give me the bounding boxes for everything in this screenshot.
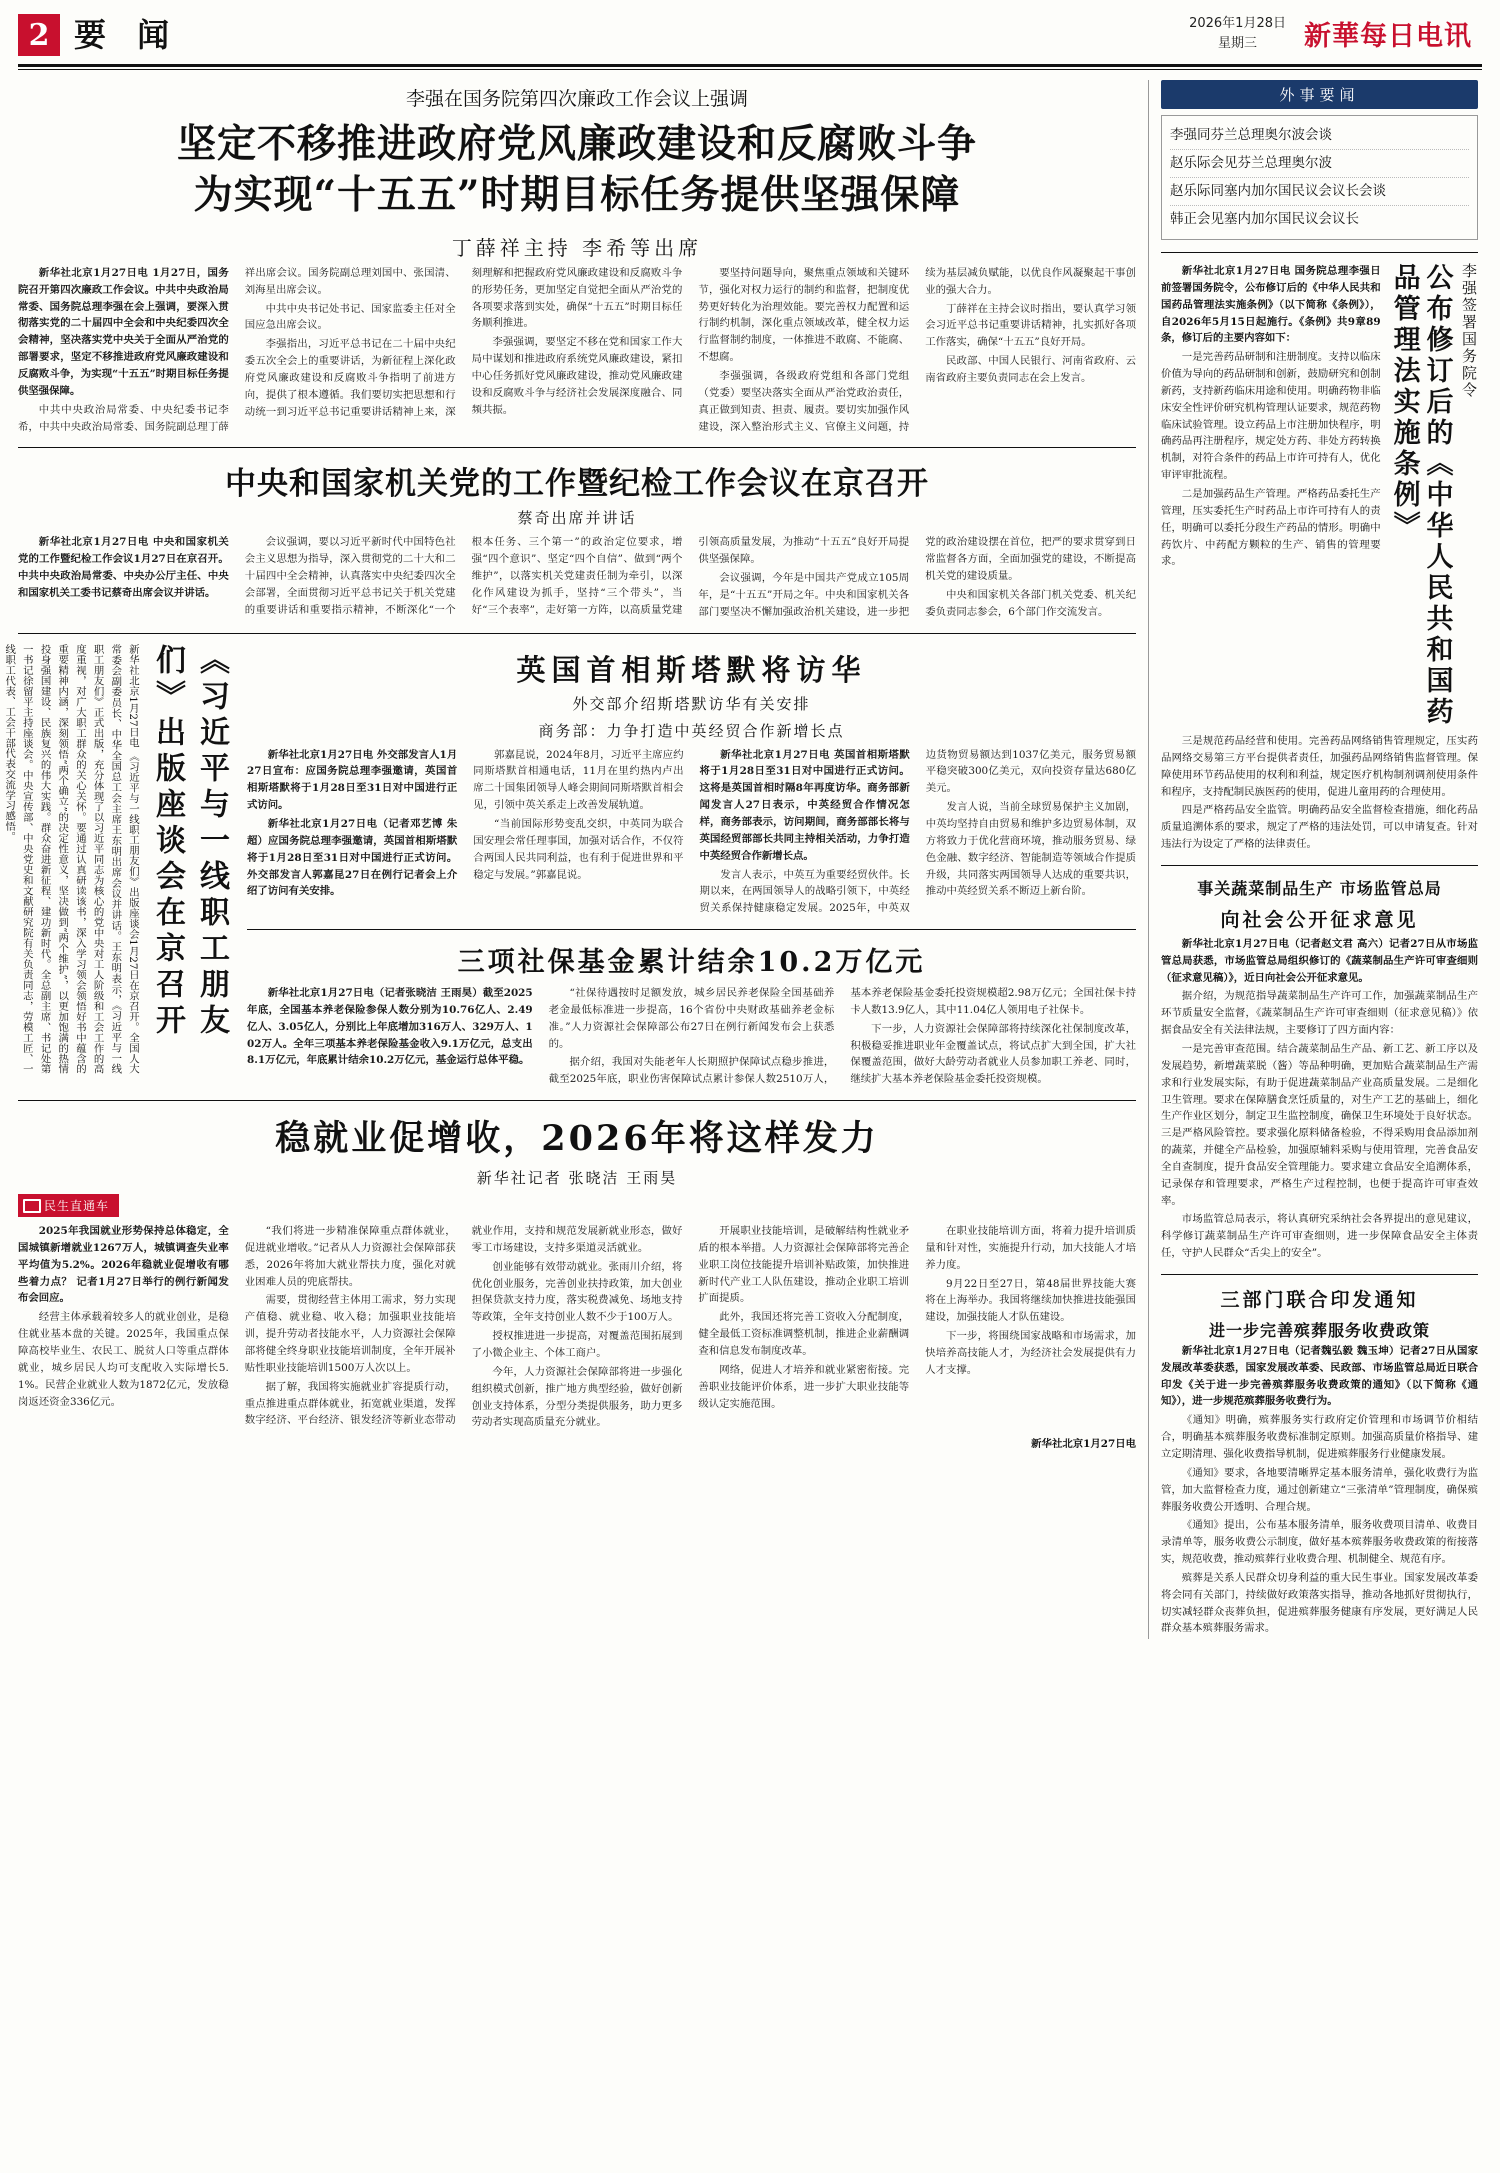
- story-social-security-fund: [247, 940, 1136, 1088]
- paragraph: “当前国际形势变乱交织，中英同为联合国安理会常任理事国，加强对话合作，不仅符合两国人民共同利益，也有利于促进世界和平稳定与发展。”郭嘉昆说。: [473, 817, 684, 881]
- paragraph: 李强指出，习近平总书记在二十届中央纪委五次全会上的重要讲话，为新征程上深化政府党风廉政建设和反腐败斗争指明了前进方向，提供了根本遵循。我们要切实把思想和行动统一到习近平总书记重要讲话精神上来，深刻理解和把握政府党风廉政建设和反腐败斗争的形势任务，更加坚定自觉把全面从严治党的各项要求落到实处，确保“十五五”时期目标任务顺利推进。: [244, 266, 683, 418]
- paragraph: 中共中央书记处书记、国家监委主任对全国应急出席会议。: [244, 302, 456, 332]
- list-item[interactable]: 赵乐际同塞内加尔国民议会议长会谈: [1170, 178, 1469, 206]
- page-body: [0, 70, 1500, 1659]
- story5-vertical-title: 《习近平与一线职工朋友们》出版座谈会在京召开: [150, 643, 229, 1040]
- divider: [18, 1100, 1136, 1101]
- story2-subhead: 蔡奇出席并讲话: [517, 509, 637, 528]
- story6-headline: 稳就业促增收，2026年将这样发力: [275, 1118, 879, 1160]
- paragraph: 会议强调，要以习近平新时代中国特色社会主义思想为指导，深入贯彻党的二十大和二十届四中全会精神，认真落实中央纪委四次全会部署，全面贯彻习近平总书记关于机关党建的重要讲话和重要指示精神，不断深化“一个根本任务、三个第一”的政治定位要求，增强“四个意识”、坚定“四个自信”、做到“两个维护”，以落实机关党建责任制为牵引，以深化作风建设为抓手，坚持“三个带头”，当好“三个表率”，走好第一方阵，以高质量党建引领高质量发展，为推动“十五五”良好开局提供坚强保障。: [244, 536, 910, 616]
- issue-date: 2026年1月28日: [1189, 16, 1286, 31]
- paragraph: 新华社北京1月27日电 英国首相斯塔默将于1月28日至31日对中国进行正式访问。这将是英国首相时隔8年再度访华。商务部新闻发言人27日表示，中英经贸合作情况怎样，商务部表示，访问期间，商务部部长将与英国经贸部部长共同主持相关活动，力争打造中英经贸合作新增长点。: [699, 748, 910, 862]
- story-drug-administration-regulation: [1161, 263, 1478, 853]
- story-funeral-service-fees: [1161, 1285, 1478, 1637]
- side-column: [1148, 80, 1478, 1639]
- paragraph: 三是规范药品经营和使用。完善药品网络销售管理规定，压实药品网络交易第三方平台提供者责任，加强药品网络销售监督管理。保障使用环节药品使用的权利和利益，规定医疗机构制剂调剂使用条件和程序，支持配制民族医药的使用，促进儿童用药的合理使用。: [1161, 735, 1478, 798]
- paragraph: 李强强调，要坚定不移在党和国家工作大局中谋划和推进政府系统党风廉政建设，紧扣中心任务抓好党风廉政建设，推动党风廉政建设和反腐败斗争与经济社会发展深度融合、同频共振。: [471, 336, 683, 416]
- paragraph: 9月22日至27日，第48届世界技能大赛将在上海举办。我国将继续加快推进技能强国建设，加强技能人才队伍建设。: [925, 1277, 1136, 1324]
- paragraph: 一是完善审查范围。结合蔬菜制品生产品、新工艺、新工序以及发展趋势，新增蔬菜脱（酱）等品种明确，更加贴合蔬菜制品生产需求和行业发展实际，有助于促进蔬菜制品产业高质量发展。二是细化卫生管理。要求在保障膳食烹饪质量的，对生产工艺的基础上，细化生产作业区划分，制定卫生监控制度，确保卫生环境处于良好状态。三是严格风险管控。要求强化原料储备检验，不得采购用食品添加剂的蔬菜，并健全产品检验，加强原辅料采购与使用管理，完善食品安全自查制度，提升食品安全管理能力。要求建立食品安全追溯体系，记录保存和管理要求，严格生产过程控制，也便于提高许可审查效率。: [1161, 1042, 1478, 1207]
- divider: [247, 929, 1136, 930]
- drug-law-body-cont: [1161, 733, 1478, 853]
- paragraph: 创业能够有效带动就业。张雨川介绍，将优化创业服务，完善创业扶持政策，加大创业担保贷款支持力度，落实税费减免、场地支持等政策，全年支持创业人数不少于100万人。: [471, 1260, 683, 1324]
- paragraph: 新华社北京1月27日电 外交部发言人1月27日宣布：应国务院总理李强邀请，英国首相斯塔默将于1月28日至31日对中国进行正式访问。: [247, 748, 458, 812]
- story6-byline: 新华社记者 张晓洁 王雨昊: [476, 1169, 678, 1188]
- paragraph: 《通知》要求，各地要清晰界定基本服务清单，强化收费行为监管，加大监督检查力度，通过创新建立“三张清单”管理制度，确保殡葬服务收费公开透明、合理合规。: [1161, 1466, 1478, 1513]
- divider: [1161, 1274, 1478, 1275]
- paragraph: 授权推进进一步提高，对覆盖范围拓展到了小微企业主、个体工商户。: [471, 1330, 683, 1359]
- date-block: [1189, 14, 1286, 53]
- paragraph: 殡葬是关系人民群众切身利益的重大民生事业。国家发展改革委将会同有关部门，持续做好政策落实指导，推动各地抓好贯彻执行，切实减轻群众丧葬负担，促进殡葬服务健康有序发展，更好满足人民群众基本殡葬服务需求。: [1161, 1571, 1478, 1635]
- list-item[interactable]: 赵乐际会见芬兰总理奥尔波: [1170, 150, 1469, 178]
- paragraph: “我们将进一步精准保障重点群体就业，促进就业增收。”记者从人力资源社会保障部获悉，2026年将加大就业帮扶力度，强化对就业困难人员的兜底帮扶。: [244, 1225, 456, 1288]
- lead-subhead: 丁薛祥主持 李希等出席: [451, 235, 703, 260]
- story-employment-2026: [18, 1111, 1136, 1450]
- paragraph: 发言人说，当前全球贸易保护主义加剧，中英均坚持自由贸易和维护多边贸易体制，双方将致力于优化营商环境，推动服务贸易、绿色金融、数字经济、智能制造等领域合作提质升级，共同落实两国领导人达成的重要共识，推动中英经贸关系不断迈上新台阶。: [925, 801, 1136, 898]
- middle-row: [3, 643, 1136, 1089]
- paragraph: 发言人表示，中英互为重要经贸伙伴。长期以来，在两国领导人的战略引领下，中英经贸关系保持健康稳定发展。2025年，中英双边货物贸易额达到1037亿美元，服务贸易额平稳突破300亿美元，双向投资存量达680亿美元。: [699, 748, 1136, 915]
- paragraph: 李强强调，各级政府党组和各部门党组（党委）要坚决落实全面从严治党政治责任，真正做到知责、担责、履责。要切实加强作风建设，深入整治形式主义、官僚主义问题，持续为基层减负赋能，以优良作风凝聚起干事创业的强大合力。: [698, 266, 1136, 433]
- funeral-body: [1161, 1343, 1478, 1637]
- paragraph: 据了解，我国将实施就业扩容提质行动，重点推进重点群体就业，拓宽就业渠道，发挥数字经济、平台经济、银发经济等新业态带动就业作用，支持和规范发展新就业形态，做好零工市场建设，支持多渠道灵活就业。: [244, 1225, 683, 1427]
- drug-law-body: [1161, 263, 1381, 570]
- divider: [18, 633, 1136, 634]
- main-column: [3, 80, 1136, 1639]
- paragraph: 新华社北京1月27日电（记者张晓洁 王雨昊）截至2025年底，全国基本养老保险参保人数分别为10.76亿人、2.49亿人、3.05亿人，分别比上年底增加316万人、329万人、102万人。全年三项基本养老保险基金收入9.1万亿元，总支出8.1万亿元，年底累计结余10.2万亿元，基金运行总体平稳。: [247, 987, 533, 1067]
- story3-headline: 英国首相斯塔默将访华: [516, 652, 867, 687]
- lead-body: [18, 265, 1136, 435]
- paragraph: 开展职业技能培训，是破解结构性就业矛盾的根本举措。人力资源社会保障部将完善企业职工岗位技能提升培训补贴政策，加快推进新时代产业工人队伍建设，推动企业职工培训扩面提质。: [698, 1225, 910, 1305]
- section-label: 要 闻: [74, 16, 180, 54]
- drug-law-title: 公布修订后的《中华人民共和国药品管理法实施条例》: [1388, 263, 1453, 728]
- veg-title-line2: 向社会公开征求意见: [1220, 908, 1419, 931]
- lead-headline-line1: 坚定不移推进政府党风廉政建设和反腐败斗争: [176, 121, 977, 167]
- paragraph: 新华社北京1月27日电 国务院总理李强日前签署国务院令，公布修订后的《中华人民共和国药品管理法实施条例》（以下简称《条例》），自2026年5月15日起施行。《条例》共9章89条，修订后的主要内容如下：: [1161, 265, 1381, 345]
- list-item[interactable]: 李强同芬兰总理奥尔波会谈: [1170, 122, 1469, 150]
- story3-sub2: 商务部：力争打造中英经贸合作新增长点: [538, 721, 845, 740]
- masthead-rule: [18, 64, 1482, 67]
- funeral-title-line1: 三部门联合印发通知: [1220, 1288, 1419, 1311]
- paragraph: 会议强调，今年是中国共产党成立105周年，是“十五五”开局之年。中央和国家机关各部门要坚决不懈加强政治机关建设，进一步把党的政治建设摆在首位，把严的要求贯穿到日常监督各方面，全面加强党的建设，不断提高机关党的建设质量。: [698, 536, 1136, 618]
- paragraph: 《通知》明确，殡葬服务实行政府定价管理和市场调节价相结合，明确基本殡葬服务收费标准制定原则。加强高质量价格指导、建立定期清理、强化收费指导机制，促进殡葬服务行业健康发展。: [1161, 1414, 1478, 1460]
- veg-title-line1: 事关蔬菜制品生产 市场监管总局: [1197, 878, 1442, 898]
- paragraph: 市场监管总局表示，将认真研究采纳社会各界提出的意见建议，科学修订蔬菜制品生产许可审查细则，进一步保障食品安全主体责任，守护人民群众“舌尖上的安全”。: [1161, 1213, 1478, 1260]
- story2-body: [18, 534, 1136, 620]
- sidebar-headline-list: [1161, 115, 1478, 240]
- paragraph: 在职业技能培训方面，将着力提升培训质量和针对性，实施提升行动，加大技能人才培养力度。: [925, 1225, 1136, 1271]
- paragraph: 需要，贯彻经营主体用工需求，努力实现产值稳、就业稳、收入稳；加强职业技能培训，提升劳动者技能水平，人力资源社会保障部将健全终身职业技能培训制度，全年开展补贴性职业技能培训1500万人次以上。: [244, 1294, 456, 1374]
- veg-body: [1161, 936, 1478, 1262]
- lead-headline-line2: 为实现“十五五”时期目标任务提供坚强保障: [193, 172, 961, 219]
- paragraph: 新华社北京1月27日电（记者赵文君 高六）记者27日从市场监管总局获悉，市场监管总局组织修订的《蔬菜制品生产许可审查细则（征求意见稿）》，近日向社会公开征求意见。: [1161, 937, 1478, 984]
- story3-body: [247, 747, 1136, 917]
- story3-sub1: 外交部介绍斯塔默访华有关安排: [572, 694, 811, 713]
- divider: [18, 447, 1136, 448]
- story-uk-pm-visit: [247, 644, 1136, 1089]
- divider: [1161, 865, 1478, 866]
- paragraph: 郭嘉昆说，2024年8月，习近平主席应约同斯塔默首相通电话，11月在里约热内卢出席二十国集团领导人峰会期间同斯塔默首相会见，引领中英关系走上改善发展轨道。: [473, 748, 684, 812]
- paragraph: 中共中央政治局常委、中央纪委书记李希，中共中央政治局常委、国务院副总理丁薛祥出席会议。国务院副总理刘国中、张国清、刘海星出席会议。: [18, 266, 456, 433]
- drug-law-vertical-head: [1161, 263, 1478, 733]
- paragraph: 一是完善药品研制和注册制度。支持以临床价值为导向的药品研制和创新，鼓励研究和创制新药，支持新药临床用途和使用。明确药物非临床安全性评价研究机构管理认证要求，规范药物临床试验管理。设立药品上市注册加快程序，明确药品再注册程序，规定处方药、非处方药转换机制，对符合条件的药品上市许可持有人，优化审评审批流程。: [1161, 351, 1381, 482]
- story4-headline: 三项社保基金累计结余10.2万亿元: [457, 947, 926, 979]
- paragraph: 2025年我国就业形势保持总体稳定，全国城镇新增就业1267万人，城镇调查失业率平均值为5.2%。2026年稳就业促增收有哪些着力点？ 记者1月27日举行的例行新闻发布会回应。: [18, 1225, 229, 1305]
- publication-logo: 新華每日电讯: [1304, 21, 1472, 52]
- paragraph: 下一步，将围绕国家战略和市场需求，加快培养高技能人才，为经济社会发展提供有力人才支撑。: [925, 1330, 1136, 1376]
- paragraph: 网络，促进人才培养和就业紧密衔接。完善职业技能评价体系，进一步扩大职业技能等级认定实施范围。: [698, 1363, 910, 1410]
- story4-body: [247, 985, 1136, 1088]
- story5-text: 新华社北京1月27日电 《习近平与一线职工朋友们》出版座谈会1月27日在京召开。全国人大常委会副委员长、中华全国总工会主席王东明出席会议并讲话。王东明表示，《习近平与一线职工朋友们》正式出版，充分体现了以习近平同志为核心的党中央对工人阶级和工会工作的高度重视，对广大职工群众的关心关怀。要通过认真研读该书，深入学习领会领悟好书中蕴含的重要精神内涵，深刻领悟“两个确立”的决定性意义，坚决做到“两个维护”，以更加饱满的热情投身强国建设、民族复兴的伟大实践。群众奋进新征程、建功新时代。全总副主席、书记处第一书记徐留平主持座谈会。中央宣传部、中央党史和文献研究院有关负责同志，劳模工匠、一线职工代表、工会干部代表交流学习感悟。: [3, 643, 139, 1074]
- funeral-title-line2: 进一步完善殡葬服务收费政策: [1208, 1320, 1430, 1340]
- story-vegetable-products-notice: [1161, 876, 1478, 1262]
- paragraph: 据介绍，为规范指导蔬菜制品生产许可工作，加强蔬菜制品生产环节质量安全监督，《蔬菜制品生产许可审查细则（征求意见稿）》依据食品安全有关法律法规，主要修订了四方面内容：: [1161, 990, 1478, 1037]
- story2-headline: 中央和国家机关党的工作暨纪检工作会议在京召开: [225, 466, 929, 503]
- column-badge-minsheng: 民生直通车: [18, 1194, 119, 1217]
- paragraph: 中央和国家机关各部门机关党委、机关纪委负责同志参会，6个部门作交流发言。: [925, 588, 1136, 618]
- page-number: 2: [18, 14, 60, 56]
- paragraph: 新华社北京1月27日电（记者邓艺博 朱超）应国务院总理李强邀请，英国首相斯塔默将于1月28日至31日对中国进行正式访问。外交部发言人郭嘉昆27日在例行记者会上介绍了访问有关安排。: [247, 817, 458, 898]
- masthead-right: [1189, 14, 1472, 53]
- paragraph: 经营主体承载着较多人的就业创业，是稳住就业基本盘的关键。2025年，我国重点保障高校毕业生、农民工、脱贫人口等重点群体就业，城乡居民人均可支配收入实际增长5.1%。民营企业就业人数为1872亿元，发放稳岗返还资金336亿元。: [18, 1311, 229, 1408]
- divider: [1161, 252, 1478, 253]
- paragraph: 四是严格药品安全监管。明确药品安全监督检查措施，细化药品质量追溯体系的要求，规定了严格的违法处罚，可以申请复查。针对违法行为设定了严格的法律责任。: [1161, 804, 1478, 851]
- list-item[interactable]: 韩正会见塞内加尔国民议会议长: [1170, 211, 1359, 227]
- paragraph: 二是加强药品生产管理。严格药品委托生产管理，压实委托生产时药品上市许可持有人的责任，明确可以委托分段生产药品的情形。明确中药饮片、中药配方颗粒的生产、销售的管理要求。: [1161, 487, 1381, 568]
- paragraph: 据介绍，我国对失能老年人长期照护保障试点稳步推进，截至2025年底，职业伤害保障试点累计参保人数2510万人，基本养老保险基金委托投资规模超2.98万亿元；全国社保卡持卡人数13.9亿人，其中11.04亿人领用电子社保卡。: [548, 987, 1136, 1086]
- paragraph: 下一步，人力资源社会保障部将持续深化社保制度改革，积极稳妥推进职业年金覆盖试点，将试点扩大到全国，扩大社保覆盖范围，做好大龄劳动者就业人员参加职工养老、同时，继续扩大基本养老保险基金委托投资规模。: [850, 1022, 1136, 1086]
- story6-body: [18, 1223, 1136, 1431]
- issue-weekday: 星期三: [1218, 35, 1258, 51]
- paragraph: 新华社北京1月27日电（记者魏弘毅 魏玉坤）记者27日从国家发展改革委获悉，国家发展改革委、民政部、市场监管总局近日联合印发《关于进一步完善殡葬服务收费政策的通知》（以下简称《通知》），进一步规范殡葬服务收费行为。: [1161, 1344, 1478, 1408]
- paragraph: “社保待遇按时足额发放，城乡居民养老保险全国基础养老金最低标准进一步提高，16个省份中央财政基础养老金标准。”人力资源社会保障部公布27日在例行新闻发布会上获悉的。: [548, 987, 835, 1050]
- lead-kicker: 李强在国务院第四次廉政工作会议上强调: [405, 88, 748, 110]
- paragraph: 今年，人力资源社会保障部将进一步强化组织模式创新，推广地方典型经验，做好创新创业支持体系，分型分类提供服务，助力更多劳动者实现高质量充分就业。: [471, 1365, 683, 1429]
- sidebar-banner: 外事要闻: [1161, 80, 1478, 109]
- lead-story: [18, 84, 1136, 435]
- drug-law-kicker: 李强签署国务院令: [1460, 263, 1478, 399]
- paragraph: 新华社北京1月27日电 中央和国家机关党的工作暨纪检工作会议1月27日在京召开。中共中央政治局常委、中央办公厅主任、中央和国家机关工委书记蔡奇出席会议并讲话。: [18, 536, 229, 599]
- story-party-work-meeting: [18, 458, 1136, 620]
- paragraph: 此外，我国还将完善工资收入分配制度，健全最低工资标准调整机制，推进企业薪酬调查和信息发布制度改革。: [698, 1311, 910, 1357]
- paragraph: 民政部、中国人民银行、河南省政府、云南省政府主要负责同志在会上发言。: [925, 355, 1136, 384]
- story-book-symposium: [3, 643, 233, 1089]
- story6-tail: 新华社北京1月27日电: [1031, 1438, 1136, 1451]
- paragraph: 《通知》提出，公布基本服务清单，服务收费项目清单、收费目录清单等，服务收费公示制度，做好基本殡葬服务收费政策的衔接落实，规范收费，推动殡葬行业收费合理、机制健全、规范有序。: [1161, 1519, 1478, 1566]
- masthead: [0, 0, 1500, 56]
- paragraph: 要坚持问题导向，聚焦重点领域和关键环节，强化对权力运行的制约和监督，把制度优势更好转化为治理效能。要完善权力配置和运行制约机制，深化重点领域改革，健全权力运行监督制约制度，一体推进不敢腐、不能腐、不想腐。: [698, 266, 910, 364]
- paragraph: 新华社北京1月27日电 1月27日，国务院召开第四次廉政工作会议。中共中央政治局常委、国务院总理李强在会上强调，要深入贯彻落实党的二十届四中全会和中央纪委四次全会精神，坚决落实党中央关于全面从严治党的部署要求，坚定不移推进政府党风廉政建设和反腐败斗争，为实现“十五五”时期目标任务提供坚强保障。: [18, 266, 229, 397]
- paragraph: 丁薛祥在主持会议时指出，要认真学习领会习近平总书记重要讲话精神，扎实抓好各项工作落实，确保“十五五”良好开局。: [925, 302, 1136, 349]
